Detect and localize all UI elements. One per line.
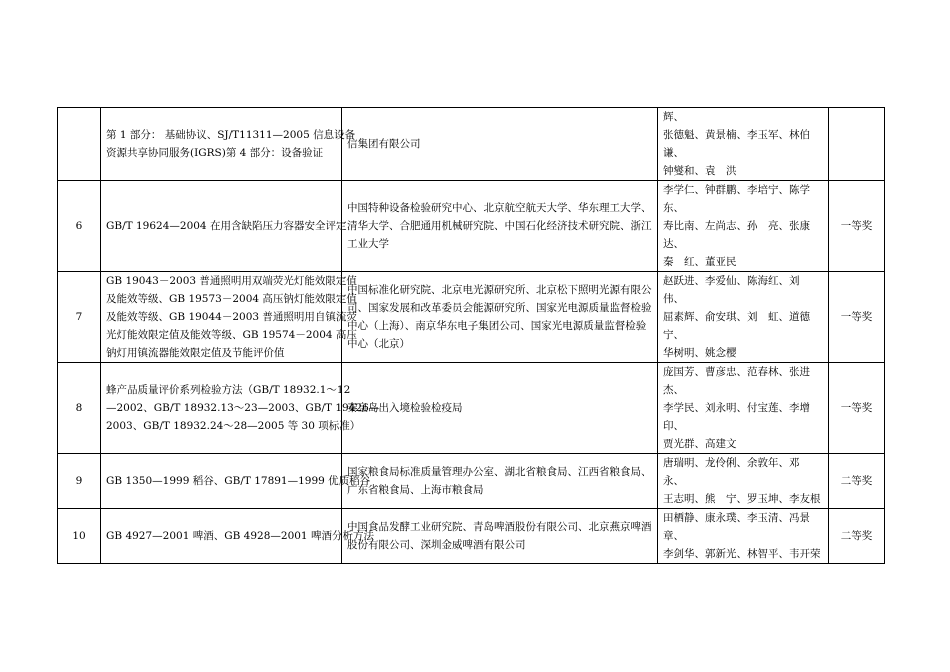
table-row [58, 272, 885, 363]
table-row [58, 363, 885, 454]
drafting-units: 中国标准化研究院、北京电光源研究所、北京松下照明光源有限公 司、国家发展和改革委员会能源研究所、国家光电源质量监督检验 中心（上海）、南京华东电子集团公司、国家光电源质量监督检验 中心（北京） [342, 272, 658, 363]
drafters: 赵跃进、李爱仙、陈海红、刘 伟、 屈素辉、俞安琪、刘 虹、道德 宁、 华树明、姚念樱 [658, 272, 829, 363]
drafters: 李学仁、钟群鹏、李培宁、陈学 东、 寿比南、左尚志、孙 亮、张康 达、 秦 红、董亚民 [658, 181, 829, 272]
drafting-units: 国家粮食局标准质量管理办公室、湖北省粮食局、江西省粮食局、 广东省粮食局、上海市粮食局 [342, 454, 658, 509]
award-level: 一等奖 [829, 272, 885, 363]
standard-title: GB/T 19624—2004 在用含缺陷压力容器安全评定 [101, 181, 342, 272]
award-level: 二等奖 [829, 454, 885, 509]
award-level: 一等奖 [829, 181, 885, 272]
standard-title: GB 4927—2001 啤酒、GB 4928—2001 啤酒分析方法 [101, 509, 342, 564]
drafting-units: 中国食品发酵工业研究院、青岛啤酒股份有限公司、北京燕京啤酒 股份有限公司、深圳金威啤酒有限公司 [342, 509, 658, 564]
drafters: 辉、 张德魁、黄景楠、李玉军、林伯 谦、 钟燮和、袁 洪 [658, 108, 829, 181]
row-number: 6 [58, 181, 101, 272]
drafting-units: 信集团有限公司 [342, 108, 658, 181]
awards-table [57, 107, 885, 564]
drafters: 唐瑞明、龙伶俐、余敦年、邓 永、 王志明、熊 宁、罗玉坤、李友根 [658, 454, 829, 509]
award-level: 二等奖 [829, 509, 885, 564]
award-level: 一等奖 [829, 363, 885, 454]
table-row [58, 454, 885, 509]
standard-title: GB 1350—1999 稻谷、GB/T 17891—1999 优质稻谷 [101, 454, 342, 509]
row-number: 8 [58, 363, 101, 454]
standard-title: GB 19043－2003 普通照明用双端荧光灯能效限定值 及能效等级、GB 19573－2004 高压钠灯能效限定值 及能效等级、GB 19044－2003 普通照明用自镇流荧 光灯能效限定值及能效等级、GB 19574－2004 高压 钠灯用镇流器能效限定值及节能评价值 [101, 272, 342, 363]
table-row [58, 181, 885, 272]
drafters: 庞国芳、曹彦忠、范春林、张进 杰、 李学民、刘永明、付宝莲、李增 印、 贾光群、高建文 [658, 363, 829, 454]
table-row [58, 509, 885, 564]
award-level [829, 108, 885, 181]
row-number: 9 [58, 454, 101, 509]
standard-title: 第 1 部分： 基础协议、SJ/T11311—2005 信息设备 资源共享协同服务(IGRS)第 4 部分：设备验证 [101, 108, 342, 181]
drafting-units: 中国特种设备检验研究中心、北京航空航天大学、华东理工大学、 清华大学、合肥通用机械研究院、中国石化经济技术研究院、浙江 工业大学 [342, 181, 658, 272]
drafters: 田栖静、康永璞、李玉清、冯景 章、 李剑华、郭新光、林智平、韦开荣 [658, 509, 829, 564]
standard-title: 蜂产品质量评价系列检验方法（GB/T 18932.1～12 —2002、GB/T 18932.13～23—2003、GB/T 19426— 2003、GB/T 18932.24～28—2005 等 30 项标准） [101, 363, 342, 454]
table-row [58, 108, 885, 181]
row-number: 10 [58, 509, 101, 564]
row-number [58, 108, 101, 181]
drafting-units: 秦皇岛出入境检验检疫局 [342, 363, 658, 454]
row-number: 7 [58, 272, 101, 363]
